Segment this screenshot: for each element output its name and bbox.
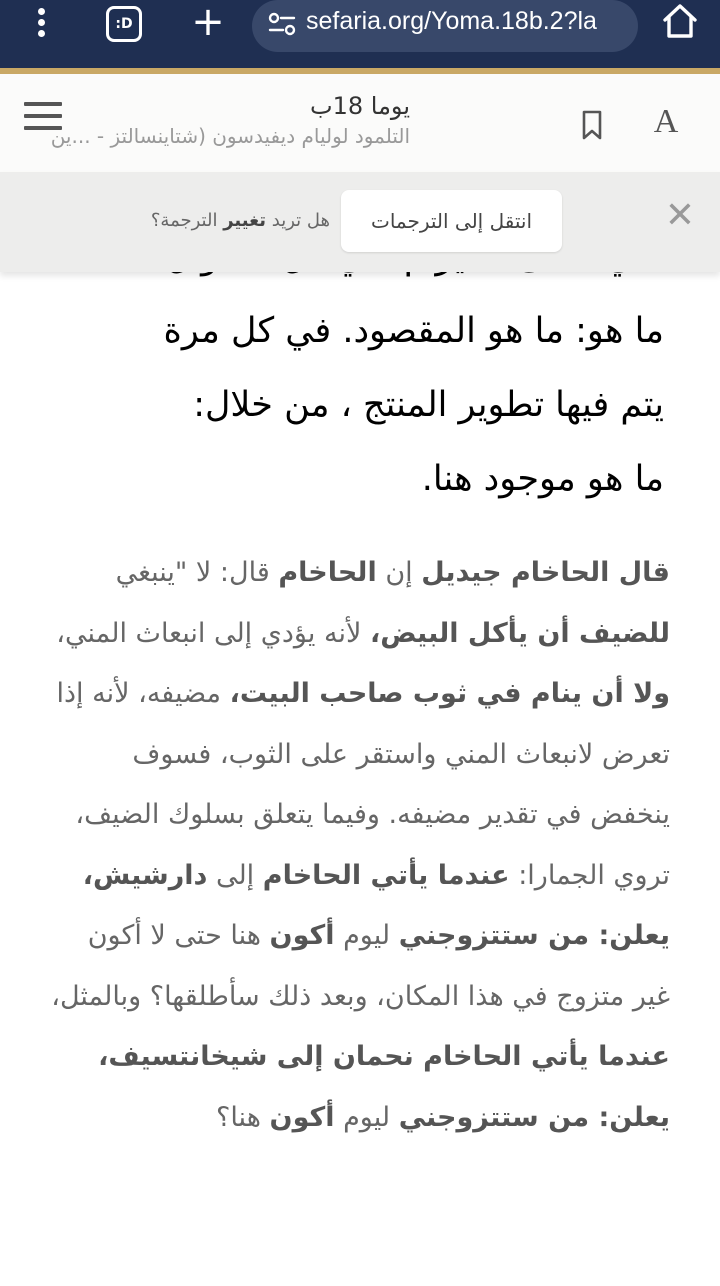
site-settings-icon[interactable] (268, 12, 296, 36)
bookmark-icon[interactable] (578, 108, 606, 142)
new-tab-button[interactable]: + (191, 0, 225, 45)
commentary-segment[interactable] (50, 543, 670, 1148)
text-line: يتم فيها تطوير المنتج ، من خلال: (193, 385, 664, 425)
kebab-menu-icon[interactable] (30, 8, 52, 38)
title-block[interactable] (50, 90, 410, 160)
tab-switcher-icon[interactable]: :D (106, 6, 142, 42)
close-icon[interactable]: ✕ (664, 195, 696, 236)
page-subtitle: التلمود لوليام ديفيدسون (شتاينسالتز - ...ين (50, 124, 410, 148)
banner-question: هل تريد تغيير الترجمة؟ (150, 210, 330, 231)
commentary-paragraph: قال الحاخام جيديل إن الحاخام قال: لا "ينبغي للضيف أن يأكل البيض، لأنه يؤدي إلى انبعاث المني، ولا أن ينام في ثوب صاحب البيت، مضيفه، لأنه إذا تعرض لانبعاث المني واستقر على الثوب، فسوف ينخفض في تقدير مضيفه. وفيما يتعلق بسلوك الضيف، تروي الجمارا: عندما يأتي الحاخام إلى دارشيش، يعلن: من ستتزوجني ليوم أكون هنا حتى لا أكون غير متزوج في هذا المكان، وبعد ذلك سأطلقها؟ وبالمثل، عندما يأتي الحاخام نحمان إلى شيخانتسيف، يعلن: من ستتزوجني ليوم أكون هنا؟ (51, 557, 670, 1133)
text-line: ما هو: ما هو المقصود. في كل مرة (163, 311, 664, 351)
address-bar[interactable] (252, 0, 638, 52)
browser-toolbar (0, 0, 720, 72)
translation-banner (0, 172, 720, 272)
text-line: ما هو موجود هنا. (421, 459, 664, 499)
reader-header (0, 74, 720, 175)
go-to-translations-button[interactable]: انتقل إلى الترجمات (341, 190, 562, 252)
font-size-button[interactable]: A (653, 103, 679, 140)
page-title: يوما 18ب (309, 92, 410, 120)
home-icon[interactable] (660, 0, 700, 42)
url-text[interactable]: sefaria.org/Yoma.18b.2?la (306, 7, 597, 35)
